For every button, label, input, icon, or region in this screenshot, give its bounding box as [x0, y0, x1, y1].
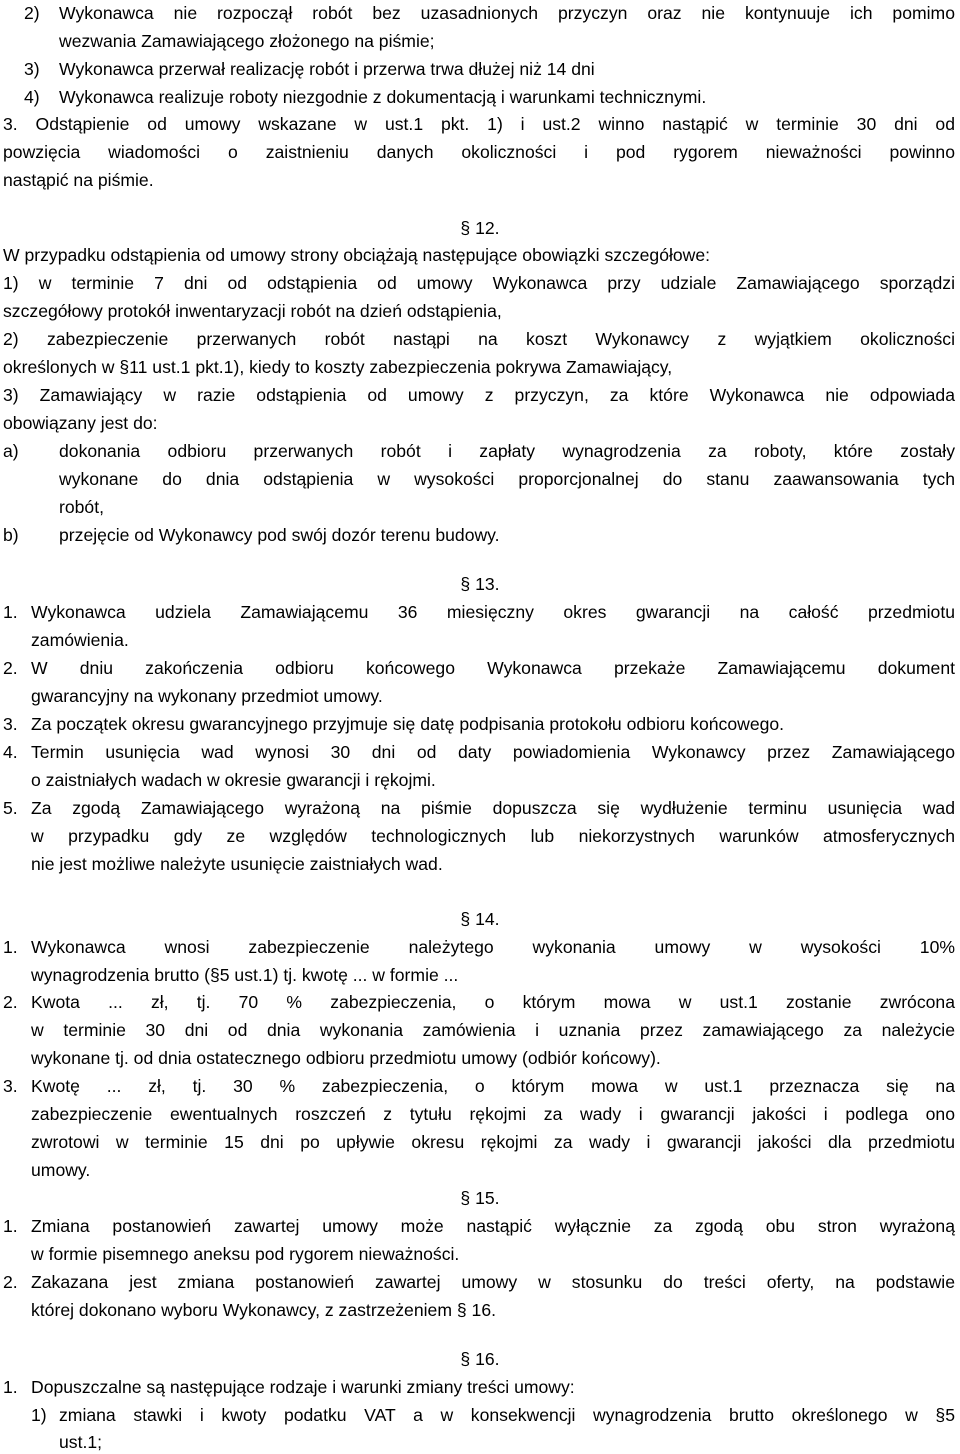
list-item-line: nie jest możliwe należyte usunięcie zaistniałych wad.: [31, 854, 443, 874]
list-item-line: w przypadku gdy ze względów technologicznych lub niekorzystnych warunków atmosferycznych: [31, 826, 955, 846]
list-item-line: zamówienia.: [31, 630, 129, 650]
section-heading: § 13.: [460, 574, 500, 594]
item-number: 2.: [3, 992, 18, 1012]
paragraph-line: obowiązany jest do:: [3, 413, 158, 433]
list-item-line: umowy.: [31, 1160, 91, 1180]
item-number: 3.: [3, 1076, 18, 1096]
list-item-line: Zakazana jest zmiana postanowień zawartej umowy w stosunku do treści oferty, na podstawie: [31, 1272, 955, 1292]
paragraph-line: 3. Odstąpienie od umowy wskazane w ust.1 pkt. 1) i ust.2 winno nastąpić w terminie 30 dni od: [3, 114, 955, 134]
list-item-line: Zmiana postanowień zawartej umowy może nastąpić wyłącznie za zgodą obu stron wyrażoną: [31, 1216, 955, 1236]
item-number: 5.: [3, 798, 18, 818]
list-item-line: zwrotowi w terminie 15 dni po upływie okresu rękojmi za wady i gwarancji jakości dla przedmiotu: [31, 1132, 955, 1152]
list-item-line: dokonania odbioru przerwanych robót i zapłaty wynagrodzenia za roboty, które zostały: [59, 441, 955, 461]
list-item-line: przejęcie od Wykonawcy pod swój dozór terenu budowy.: [59, 525, 500, 545]
list-item-line: Wykonawca nie rozpoczął robót bez uzasadnionych przyczyn oraz nie kontynuuje ich pomimo: [59, 3, 955, 23]
section-heading: § 15.: [460, 1188, 500, 1208]
list-item-line: robót,: [59, 497, 104, 517]
list-item-line: Dopuszczalne są następujące rodzaje i warunki zmiany treści umowy:: [31, 1377, 575, 1397]
list-item-line: Wykonawca realizuje roboty niezgodnie z dokumentacją i warunkami technicznymi.: [59, 87, 707, 107]
paragraph-line: powzięcia wiadomości o zaistnieniu danych okoliczności i pod rygorem nieważności powinno: [3, 142, 955, 162]
list-item-line: wezwania Zamawiającego złożonego na piśmie;: [59, 31, 435, 51]
item-number: 2.: [3, 1272, 18, 1292]
list-item-line: gwarancyjny na wykonany przedmiot umowy.: [31, 686, 383, 706]
list-item-line: wykonane do dnia odstąpienia w wysokości proporcjonalnej do stanu zaawansowania tych: [59, 469, 955, 489]
list-item-line: W dniu zakończenia odbioru końcowego Wykonawca przekaże Zamawiającemu dokument: [31, 658, 955, 678]
paragraph-line: 1) w terminie 7 dni od odstąpienia od umowy Wykonawca przy udziale Zamawiającego sporządzi: [3, 273, 955, 293]
list-item-line: zabezpieczenie ewentualnych roszczeń z tytułu rękojmi za wady i gwarancji jakości i podlega ono: [31, 1104, 955, 1124]
list-item-line: Wykonawca udziela Zamawiającemu 36 miesięczny okres gwarancji na całość przedmiotu: [31, 602, 955, 622]
item-number: 1.: [3, 602, 18, 622]
paragraph-line: określonych w §11 ust.1 pkt.1), kiedy to koszty zabezpieczenia pokrywa Zamawiający,: [3, 357, 673, 377]
list-item-line: wynagrodzenia brutto (§5 ust.1) tj. kwotę ... w formie ...: [31, 965, 459, 985]
item-number: 1): [31, 1405, 47, 1425]
list-item-line: Za początek okresu gwarancyjnego przyjmuje się datę podpisania protokołu odbioru końcowego.: [31, 714, 785, 734]
item-number: b): [3, 525, 19, 545]
item-number: 1.: [3, 1377, 18, 1397]
item-number: 1.: [3, 1216, 18, 1236]
section-heading: § 12.: [460, 218, 500, 238]
list-item-line: Kwota ... zł, tj. 70 % zabezpieczenia, o którym mowa w ust.1 zostanie zwrócona: [31, 992, 955, 1012]
list-item-line: ust.1;: [59, 1432, 103, 1452]
item-number: 3.: [3, 714, 18, 734]
item-number: 2.: [3, 658, 18, 678]
section-heading: § 14.: [460, 909, 500, 929]
list-item-line: Kwotę ... zł, tj. 30 % zabezpieczenia, o którym mowa w ust.1 przeznacza się na: [31, 1076, 955, 1096]
section-heading: § 16.: [460, 1349, 500, 1369]
paragraph-line: szczegółowy protokół inwentaryzacji robót na dzień odstąpienia,: [3, 301, 502, 321]
list-item-line: Wykonawca wnosi zabezpieczenie należytego wykonania umowy w wysokości 10%: [31, 937, 955, 957]
item-number: a): [3, 441, 19, 461]
item-number: 3): [24, 59, 40, 79]
list-item-line: w terminie 30 dni od dnia wykonania zamówienia i uznania przez zamawiającego za należycie: [31, 1020, 955, 1040]
paragraph-line: 3) Zamawiający w razie odstąpienia od umowy z przyczyn, za które Wykonawca nie odpowiada: [3, 385, 955, 405]
item-number: 4.: [3, 742, 18, 762]
list-item-line: wykonane tj. od dnia ostatecznego odbioru przedmiotu umowy (odbiór końcowy).: [31, 1048, 661, 1068]
paragraph-line: W przypadku odstąpienia od umowy strony obciążają następujące obowiązki szczegółowe:: [3, 245, 711, 265]
list-item-line: w formie pisemnego aneksu pod rygorem nieważności.: [31, 1244, 460, 1264]
item-number: 2): [24, 3, 40, 23]
list-item-line: Za zgodą Zamawiającego wyrażoną na piśmie dopuszcza się wydłużenie terminu usunięcia wad: [31, 798, 955, 818]
list-item-line: Wykonawca przerwał realizację robót i przerwa trwa dłużej niż 14 dni: [59, 59, 595, 79]
list-item-line: Termin usunięcia wad wynosi 30 dni od daty powiadomienia Wykonawcy przez Zamawiającego: [31, 742, 955, 762]
paragraph-line: nastąpić na piśmie.: [3, 170, 154, 190]
item-number: 1.: [3, 937, 18, 957]
list-item-line: o zaistniałych wadach w okresie gwarancji i rękojmi.: [31, 770, 436, 790]
item-number: 4): [24, 87, 40, 107]
list-item-line: zmiana stawki i kwoty podatku VAT a w konsekwencji wynagrodzenia brutto określonego w §5: [59, 1405, 955, 1425]
paragraph-line: 2) zabezpieczenie przerwanych robót nastąpi na koszt Wykonawcy z wyjątkiem okoliczności: [3, 329, 955, 349]
list-item-line: której dokonano wyboru Wykonawcy, z zastrzeżeniem § 16.: [31, 1300, 496, 1320]
